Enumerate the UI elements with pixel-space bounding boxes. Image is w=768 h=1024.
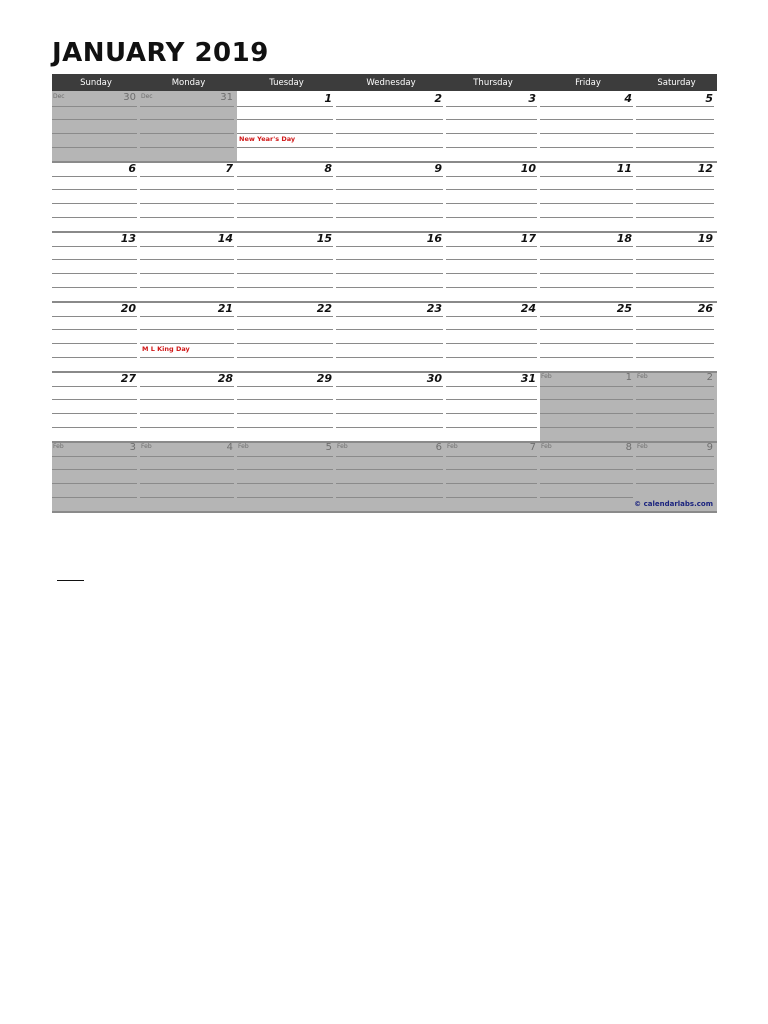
day-number: 31 (520, 372, 536, 385)
weekday-friday: Friday (575, 77, 601, 88)
note-line (336, 469, 443, 470)
note-line (52, 427, 137, 428)
note-line (636, 483, 714, 484)
note-line (336, 343, 443, 344)
footnote-divider (57, 580, 84, 581)
note-line (52, 189, 137, 190)
note-line (540, 133, 633, 134)
note-line (446, 329, 537, 330)
day-number: 1 (625, 372, 632, 383)
note-line (636, 287, 714, 288)
note-line (540, 316, 633, 317)
note-line (237, 106, 333, 107)
note-line (636, 133, 714, 134)
note-line (140, 133, 234, 134)
day-number: 22 (316, 302, 332, 315)
note-line (140, 483, 234, 484)
day-cell[interactable] (636, 231, 717, 301)
day-cell[interactable] (140, 441, 237, 511)
note-line (237, 246, 333, 247)
day-cell[interactable] (336, 371, 446, 441)
note-line (237, 427, 333, 428)
note-line (336, 203, 443, 204)
note-line (140, 413, 234, 414)
note-line (446, 357, 537, 358)
week-divider (237, 441, 336, 443)
day-cell[interactable] (140, 161, 237, 231)
day-number: 3 (129, 442, 136, 453)
day-number: 7 (225, 162, 233, 175)
month-label: Feb (541, 373, 552, 380)
note-line (140, 259, 234, 260)
note-line (636, 259, 714, 260)
note-line (52, 217, 137, 218)
note-line (237, 343, 333, 344)
day-number: 24 (520, 302, 536, 315)
weekday-saturday: Saturday (657, 77, 696, 88)
note-line (237, 189, 333, 190)
day-cell[interactable] (636, 441, 717, 511)
note-line (446, 343, 537, 344)
day-cell[interactable] (446, 371, 540, 441)
day-number: 5 (705, 92, 713, 105)
note-line (140, 497, 234, 498)
day-number: 20 (120, 302, 136, 315)
day-cell[interactable] (237, 371, 336, 441)
note-line (140, 203, 234, 204)
note-line (237, 133, 333, 134)
day-cell[interactable] (446, 441, 540, 511)
note-line (540, 106, 633, 107)
note-line (237, 413, 333, 414)
day-cell[interactable] (237, 231, 336, 301)
month-label: Feb (541, 443, 552, 450)
note-line (446, 119, 537, 120)
week-divider (336, 161, 446, 163)
note-line (446, 427, 537, 428)
note-line (636, 119, 714, 120)
note-line (237, 203, 333, 204)
note-line (540, 246, 633, 247)
note-line (336, 119, 443, 120)
note-line (237, 217, 333, 218)
day-cell[interactable] (446, 161, 540, 231)
note-line (446, 287, 537, 288)
weeks-container (52, 91, 717, 513)
note-line (52, 273, 137, 274)
calendar-bottom-border (52, 511, 717, 513)
week-divider (336, 441, 446, 443)
week-row (52, 441, 717, 511)
weekday-tuesday: Tuesday (269, 77, 304, 88)
month-label: Dec (53, 93, 65, 100)
note-line (636, 427, 714, 428)
note-line (336, 316, 443, 317)
day-cell[interactable] (52, 441, 140, 511)
note-line (237, 386, 333, 387)
note-line (540, 147, 633, 148)
day-cell[interactable] (446, 301, 540, 371)
note-line (52, 357, 137, 358)
note-line (52, 133, 137, 134)
note-line (636, 413, 714, 414)
note-line (336, 413, 443, 414)
note-line (237, 273, 333, 274)
week-row (52, 301, 717, 371)
day-cell[interactable] (446, 231, 540, 301)
note-line (636, 189, 714, 190)
day-number: 27 (120, 372, 136, 385)
day-cell[interactable] (540, 91, 636, 161)
weekday-thursday: Thursday (473, 77, 513, 88)
day-cell[interactable] (52, 91, 140, 161)
day-cell[interactable] (237, 161, 336, 231)
week-row (52, 371, 717, 441)
day-cell[interactable] (446, 91, 540, 161)
note-line (446, 316, 537, 317)
note-line (52, 316, 137, 317)
note-line (336, 259, 443, 260)
note-line (140, 217, 234, 218)
day-number: 12 (697, 162, 713, 175)
month-label: Feb (637, 443, 648, 450)
week-divider (140, 161, 237, 163)
note-line (237, 287, 333, 288)
note-line (336, 497, 443, 498)
month-label: Feb (337, 443, 348, 450)
holiday-label: New Year's Day (239, 135, 296, 143)
day-number: 17 (520, 232, 536, 245)
note-line (636, 246, 714, 247)
note-line (636, 106, 714, 107)
month-label: Feb (637, 373, 648, 380)
note-line (237, 483, 333, 484)
day-cell[interactable] (636, 371, 717, 441)
week-divider (140, 441, 237, 443)
day-number: 10 (520, 162, 536, 175)
day-number: 3 (528, 92, 536, 105)
month-label: Feb (141, 443, 152, 450)
note-line (336, 106, 443, 107)
note-line (237, 399, 333, 400)
day-number: 14 (217, 232, 233, 245)
day-number: 29 (316, 372, 332, 385)
week-row (52, 161, 717, 231)
note-line (540, 469, 633, 470)
month-label: Feb (238, 443, 249, 450)
note-line (336, 357, 443, 358)
note-line (540, 189, 633, 190)
note-line (636, 399, 714, 400)
note-line (540, 217, 633, 218)
day-number: 19 (697, 232, 713, 245)
day-cell[interactable] (140, 91, 237, 161)
note-line (237, 469, 333, 470)
credit-label: © calendarlabs.com (634, 500, 713, 508)
note-line (540, 483, 633, 484)
note-line (336, 176, 443, 177)
day-cell[interactable] (540, 371, 636, 441)
note-line (140, 456, 234, 457)
note-line (446, 386, 537, 387)
note-line (52, 399, 137, 400)
note-line (336, 217, 443, 218)
note-line (140, 329, 234, 330)
note-line (140, 176, 234, 177)
note-line (140, 469, 234, 470)
day-number: 16 (426, 232, 442, 245)
week-divider (636, 371, 717, 373)
weekday-sunday: Sunday (80, 77, 112, 88)
note-line (540, 259, 633, 260)
note-line (636, 316, 714, 317)
note-line (52, 497, 137, 498)
note-line (636, 217, 714, 218)
note-line (52, 483, 137, 484)
note-line (636, 147, 714, 148)
note-line (140, 316, 234, 317)
holiday-label: M L King Day (142, 345, 190, 353)
note-line (336, 386, 443, 387)
day-cell[interactable] (636, 161, 717, 231)
note-line (52, 413, 137, 414)
note-line (140, 147, 234, 148)
day-cell[interactable] (336, 231, 446, 301)
note-line (446, 456, 537, 457)
note-line (446, 189, 537, 190)
note-line (140, 287, 234, 288)
note-line (540, 119, 633, 120)
note-line (140, 106, 234, 107)
day-cell[interactable] (540, 301, 636, 371)
note-line (237, 176, 333, 177)
day-number: 23 (426, 302, 442, 315)
note-line (446, 133, 537, 134)
note-line (446, 217, 537, 218)
note-line (52, 287, 137, 288)
week-divider (540, 371, 636, 373)
weekday-monday: Monday (171, 77, 206, 88)
day-number: 7 (529, 442, 536, 453)
day-number: 8 (625, 442, 632, 453)
note-line (446, 483, 537, 484)
note-line (52, 343, 137, 344)
day-cell[interactable] (140, 231, 237, 301)
note-line (140, 386, 234, 387)
day-number: 21 (217, 302, 233, 315)
week-divider (540, 441, 636, 443)
note-line (446, 469, 537, 470)
note-line (52, 329, 137, 330)
note-line (237, 119, 333, 120)
note-line (540, 386, 633, 387)
day-cell[interactable] (52, 161, 140, 231)
day-number: 2 (434, 92, 442, 105)
note-line (446, 497, 537, 498)
note-line (140, 357, 234, 358)
weekday-wednesday: Wednesday (366, 77, 416, 88)
day-cell[interactable] (540, 231, 636, 301)
day-number: 30 (123, 92, 136, 103)
note-line (540, 343, 633, 344)
note-line (336, 399, 443, 400)
note-line (636, 386, 714, 387)
note-line (336, 133, 443, 134)
day-number: 9 (434, 162, 442, 175)
note-line (140, 427, 234, 428)
note-line (52, 259, 137, 260)
page-title: JANUARY 2019 (52, 38, 269, 68)
note-line (52, 176, 137, 177)
day-cell[interactable] (237, 441, 336, 511)
note-line (540, 273, 633, 274)
note-line (636, 203, 714, 204)
month-label: Feb (447, 443, 458, 450)
day-cell[interactable] (237, 301, 336, 371)
day-number: 1 (324, 92, 332, 105)
note-line (446, 176, 537, 177)
day-number: 6 (435, 442, 442, 453)
day-cell[interactable] (336, 441, 446, 511)
note-line (140, 343, 234, 344)
day-cell[interactable] (237, 91, 336, 161)
day-cell[interactable] (336, 91, 446, 161)
note-line (140, 119, 234, 120)
note-line (237, 259, 333, 260)
note-line (540, 357, 633, 358)
note-line (446, 273, 537, 274)
calendar-grid (52, 74, 717, 513)
day-cell[interactable] (336, 301, 446, 371)
day-number: 4 (624, 92, 632, 105)
note-line (636, 357, 714, 358)
note-line (446, 106, 537, 107)
note-line (446, 413, 537, 414)
month-label: Feb (53, 443, 64, 450)
note-line (540, 413, 633, 414)
note-line (636, 176, 714, 177)
week-divider (52, 161, 140, 163)
note-line (52, 386, 137, 387)
week-divider (446, 441, 540, 443)
day-number: 6 (128, 162, 136, 175)
day-cell[interactable] (52, 371, 140, 441)
note-line (140, 273, 234, 274)
note-line (636, 469, 714, 470)
day-cell[interactable] (540, 441, 636, 511)
day-number: 18 (616, 232, 632, 245)
note-line (237, 357, 333, 358)
note-line (52, 469, 137, 470)
week-divider (52, 441, 140, 443)
week-row (52, 91, 717, 161)
note-line (52, 106, 137, 107)
note-line (336, 456, 443, 457)
note-line (446, 246, 537, 247)
note-line (540, 329, 633, 330)
day-number: 26 (697, 302, 713, 315)
note-line (237, 497, 333, 498)
day-number: 13 (120, 232, 136, 245)
weekday-header (52, 74, 717, 91)
note-line (540, 203, 633, 204)
note-line (636, 329, 714, 330)
note-line (540, 176, 633, 177)
note-line (540, 287, 633, 288)
note-line (636, 456, 714, 457)
day-cell[interactable] (636, 301, 717, 371)
note-line (237, 316, 333, 317)
note-line (52, 203, 137, 204)
week-divider (237, 161, 336, 163)
note-line (52, 246, 137, 247)
day-number: 2 (706, 372, 713, 383)
note-line (336, 147, 443, 148)
note-line (336, 427, 443, 428)
week-row (52, 231, 717, 301)
note-line (540, 456, 633, 457)
note-line (636, 343, 714, 344)
day-number: 5 (325, 442, 332, 453)
day-number: 11 (616, 162, 632, 175)
week-divider (636, 441, 717, 443)
day-cell[interactable] (140, 301, 237, 371)
note-line (237, 147, 333, 148)
note-line (237, 456, 333, 457)
note-line (336, 483, 443, 484)
note-line (446, 399, 537, 400)
note-line (52, 456, 137, 457)
day-number: 28 (217, 372, 233, 385)
day-number: 31 (220, 92, 233, 103)
day-number: 15 (316, 232, 332, 245)
note-line (636, 273, 714, 274)
note-line (540, 399, 633, 400)
note-line (540, 497, 633, 498)
day-number: 25 (616, 302, 632, 315)
day-number: 4 (226, 442, 233, 453)
day-cell[interactable] (540, 161, 636, 231)
day-cell[interactable] (636, 91, 717, 161)
day-number: 30 (426, 372, 442, 385)
day-cell[interactable] (52, 231, 140, 301)
note-line (140, 246, 234, 247)
note-line (140, 399, 234, 400)
note-line (52, 119, 137, 120)
day-number: 8 (324, 162, 332, 175)
note-line (540, 427, 633, 428)
day-cell[interactable] (336, 161, 446, 231)
note-line (336, 287, 443, 288)
note-line (446, 147, 537, 148)
month-label: Dec (141, 93, 153, 100)
note-line (336, 189, 443, 190)
day-cell[interactable] (52, 301, 140, 371)
day-cell[interactable] (140, 371, 237, 441)
note-line (52, 147, 137, 148)
note-line (336, 273, 443, 274)
day-number: 9 (706, 442, 713, 453)
note-line (336, 246, 443, 247)
note-line (237, 329, 333, 330)
note-line (336, 329, 443, 330)
note-line (446, 203, 537, 204)
note-line (446, 259, 537, 260)
note-line (140, 189, 234, 190)
